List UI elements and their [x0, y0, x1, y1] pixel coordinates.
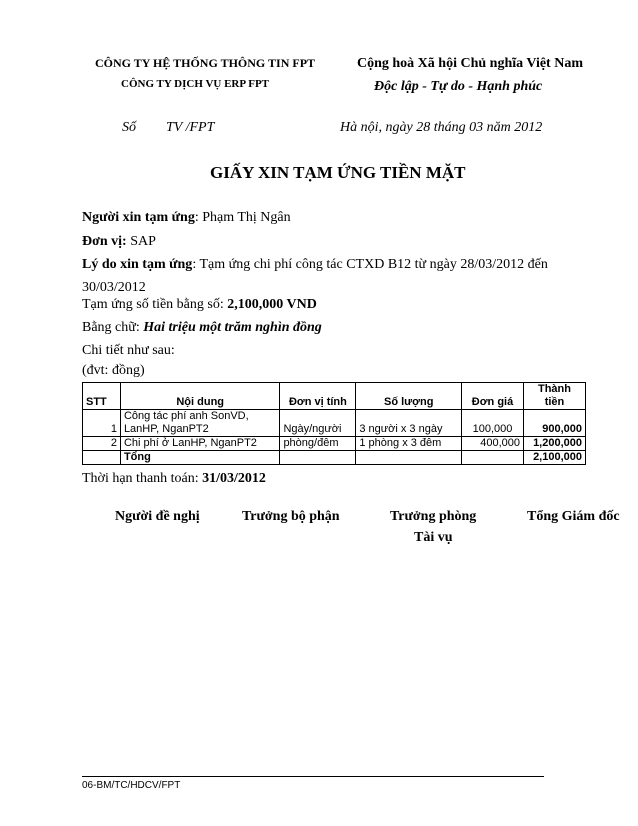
- place-date: Hà nội, ngày 28 tháng 03 năm 2012: [340, 120, 543, 135]
- cell-empty: [356, 451, 462, 465]
- reason-value: : Tạm ứng chi phí công tác CTXD B12 từ ngày 28/03/2012 đến: [192, 257, 548, 272]
- table-header-row: [83, 383, 586, 410]
- cell-stt: 2: [83, 437, 121, 451]
- cell-content: Chi phí ở LanHP, NganPT2: [120, 437, 280, 451]
- form-code: 06-BM/TC/HDCV/FPT: [82, 780, 181, 791]
- unit-note: (đvt: đồng): [82, 363, 145, 378]
- col-header-qty: Số lượng: [356, 383, 462, 410]
- applicant-label: Người xin tạm ứng: [82, 210, 195, 225]
- reason-continuation: 30/03/2012: [82, 280, 146, 295]
- sig-requester: Người đề nghị: [115, 509, 200, 524]
- words-value: Hai triệu một trăm nghìn đồng: [143, 320, 322, 335]
- footer-divider: [82, 776, 544, 777]
- expense-table: [82, 382, 586, 465]
- nation-title: Cộng hoà Xã hội Chủ nghĩa Việt Nam: [357, 56, 583, 71]
- unit-label: Đơn vị:: [82, 234, 127, 249]
- doc-number-label: Số: [122, 120, 136, 135]
- sig-dept-head: Trưởng bộ phận: [242, 509, 340, 524]
- cell-stt: 1: [83, 410, 121, 437]
- cell-content: [120, 410, 280, 437]
- applicant-value: : Phạm Thị Ngân: [194, 210, 291, 225]
- cell-empty: [83, 451, 121, 465]
- company-sub: CÔNG TY DỊCH VỤ ERP FPT: [121, 78, 270, 90]
- col-header-total: Thành tiền: [523, 383, 585, 410]
- company-main: CÔNG TY HỆ THỐNG THÔNG TIN FPT: [95, 56, 316, 70]
- cell-price: 100,000: [462, 410, 524, 437]
- sig-finance-head-line2: Tài vụ: [414, 530, 453, 545]
- words-label: Bằng chữ:: [82, 320, 144, 335]
- applicant-row: [82, 210, 291, 226]
- cell-empty: [280, 451, 356, 465]
- col-header-unit: Đơn vị tính: [280, 383, 356, 410]
- document-title: GIẤY XIN TẠM ỨNG TIỀN MẶT: [210, 163, 466, 182]
- cell-empty: [462, 451, 524, 465]
- table-total-row: [83, 451, 586, 465]
- deadline-row: [82, 471, 266, 487]
- table-row: [83, 410, 586, 437]
- col-header-content: Nội dung: [120, 383, 280, 410]
- total-value: 2,100,000: [523, 451, 585, 465]
- cell-total: 1,200,000: [523, 437, 585, 451]
- unit-row: [82, 234, 156, 250]
- table-row: [83, 437, 586, 451]
- cell-unit: phòng/đêm: [280, 437, 356, 451]
- reason-label: Lý do xin tạm ứng: [82, 257, 193, 272]
- reason-row: [82, 257, 548, 273]
- col-header-stt: STT: [83, 383, 121, 410]
- sig-ceo: Tổng Giám đốc: [527, 509, 620, 524]
- cell-content-line: Công tác phí anh SonVD,: [123, 410, 249, 422]
- words-row: [82, 320, 322, 336]
- amount-label: Tạm ứng số tiền bằng số:: [82, 297, 228, 312]
- deadline-value: 31/03/2012: [202, 471, 266, 486]
- detail-label: Chi tiết như sau:: [82, 343, 175, 358]
- unit-value: SAP: [126, 234, 156, 249]
- total-label: Tổng: [120, 451, 280, 465]
- deadline-label: Thời hạn thanh toán:: [82, 471, 203, 486]
- cell-qty: 3 người x 3 ngày: [356, 410, 462, 437]
- col-header-price: Đơn giá: [462, 383, 524, 410]
- cell-unit: Ngày/người: [280, 410, 356, 437]
- amount-value: 2,100,000 VND: [227, 297, 317, 312]
- amount-row: [82, 297, 317, 313]
- doc-number: TV /FPT: [166, 120, 215, 135]
- sig-finance-head: Trưởng phòng: [390, 509, 477, 524]
- cell-content-line: LanHP, NganPT2: [123, 423, 209, 435]
- motto: Độc lập - Tự do - Hạnh phúc: [374, 79, 543, 94]
- cell-price: 400,000: [462, 437, 524, 451]
- cell-total: 900,000: [523, 410, 585, 437]
- cell-qty: 1 phòng x 3 đêm: [356, 437, 462, 451]
